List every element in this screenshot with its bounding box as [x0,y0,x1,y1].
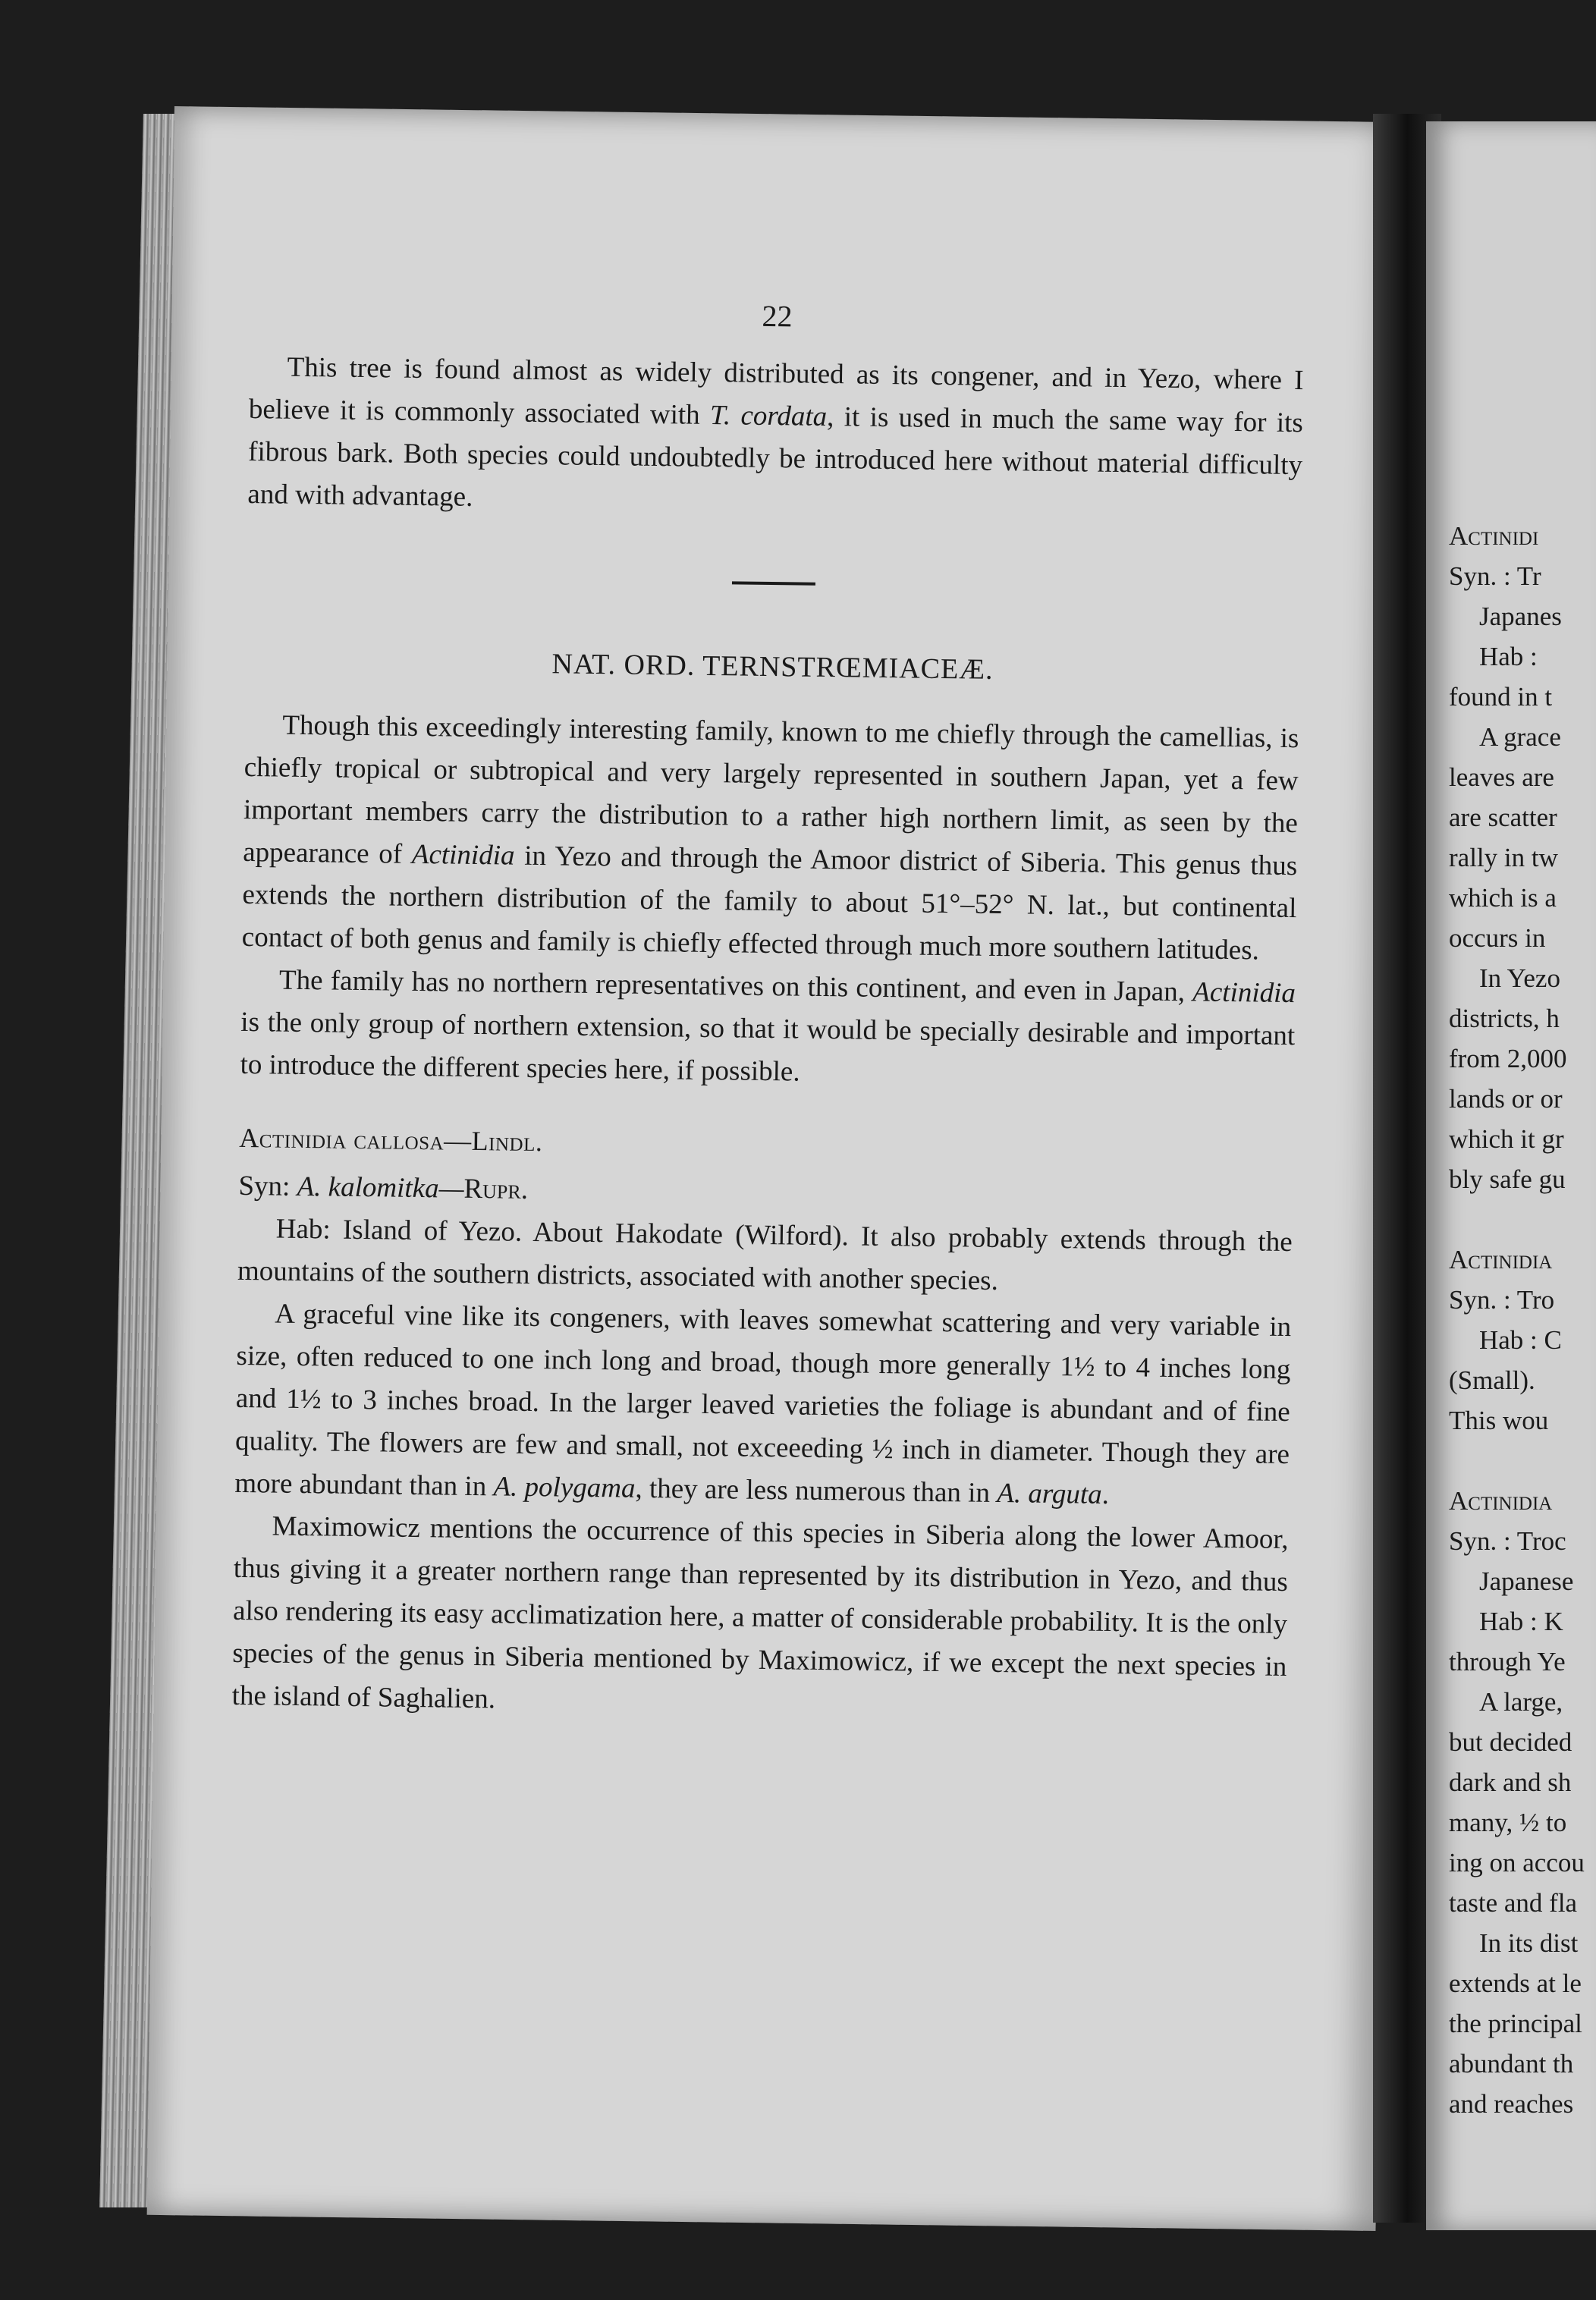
synonym-name: A. kalomitka— [297,1170,464,1205]
habitat-paragraph: Hab: Island of Yezo. About Hakodate (Wilford). It also probably extends through the mountains of the southern districts, associated with another species. [237,1213,1293,1297]
right-page-line [1449,1199,1596,1240]
right-page-line: Hab : C [1479,1325,1562,1355]
intro-paragraph-2: The family has no northern representatives on this continent, and even in Japan, Actinidia is the only group of northern extension, so that it would be specially desirable and important to introduce the different species here, if possible. [240,964,1296,1088]
right-page-line: Actinidia [1449,1486,1553,1516]
right-page-line: Japanese [1479,1566,1574,1596]
right-page-line: Syn. : Troc [1449,1526,1566,1556]
right-page-line [1449,1441,1596,1481]
right-page-line: Actinidia [1449,1245,1553,1274]
right-page-line: taste and fla [1449,1888,1578,1918]
right-page [1426,121,1596,2230]
right-page-line: abundant th [1449,2049,1574,2078]
right-page-line: Hab : K [1479,1607,1563,1636]
right-page-line: A large, [1479,1687,1563,1717]
right-page-line: extends at le [1449,1969,1582,1998]
section-divider [732,581,815,585]
right-page-line: many, ½ to [1449,1808,1567,1837]
right-page-line: Syn. : Tr [1449,561,1541,591]
right-page-line: (Small). [1449,1365,1535,1395]
right-page-line: lands or or [1449,1084,1563,1114]
opening-paragraph: This tree is found almost as widely distributed as its congener, and in Yezo, where I believe it is commonly associated with T. cordata, it is used in much the same way for its fibrous bark. Both species could undoubtedly be introduced here without material difficulty and with advantage. [247,351,1304,513]
right-page-line: from 2,000 [1449,1044,1567,1073]
right-page-line: Japanes [1479,602,1562,631]
right-page-line: rally in tw [1449,843,1558,872]
right-page-line: which is a [1449,883,1557,913]
right-page-line: districts, h [1449,1004,1560,1033]
synonym-author: Rupr. [463,1173,529,1205]
right-page-line: are scatter [1449,803,1557,832]
right-page-line: occurs in [1449,923,1546,953]
right-page-line: but decided [1449,1727,1572,1757]
right-page-line: Actinidi [1449,521,1539,551]
species-heading: Actinidia callosa—Lindl. [239,1122,543,1158]
right-page-line: This wou [1449,1406,1549,1435]
synonym-label: Syn: [238,1170,291,1202]
description-paragraph: A graceful vine like its congeners, with leaves somewhat scattering and very variable in size, often reduced to one inch long and broad, though more generally 1½ to 4 inches long and 1½ to 3 inches broad. In the larger leaved varieties the foliage is abundant and of fine quality. The flowers are few and small, not exceeeding ½ inch in diameter. Though they are more abundant than in A. polygama, they are less numerous than in A. arguta. [234,1298,1292,1510]
right-page-line: the principal [1449,2009,1582,2038]
right-page-line: Hab : [1479,642,1538,671]
intro-paragraph-1: Though this exceedingly interesting family, known to me chiefly through the camellias, is chiefly tropical or subtropical and very largely represented in southern Japan, yet a few important members carry the distribution to a rather high northern limit, as seen by the appearance of Actinidia in Yezo and through the Amoor district of Siberia. This genus thus extends the northern distribution of the family to about 51°–52° N. lat., but continental contact of both genus and family is chiefly effected through much more southern latitudes. [241,709,1299,966]
right-page-line: In Yezo [1479,963,1560,993]
right-page-line: ing on accou [1449,1848,1585,1877]
right-page-line: A grace [1479,722,1561,752]
range-paragraph: Maximowicz mentions the occurrence of this species in Siberia along the lower Amoor, thus giving it a greater northern range than represented by its distribution in Yezo, and thus also rendering its easy acclimatization here, a matter of considerable probability. It is the only species of the genus in Siberia mentioned by Maximowicz, if we except the next species in the island of Saghalien. [231,1510,1289,1715]
right-page-line: Syn. : Tro [1449,1285,1555,1315]
right-page-line: which it gr [1449,1124,1564,1154]
right-page-fragments [1449,516,1596,2124]
page-number: 22 [762,298,793,334]
right-page-line: and reaches [1449,2089,1574,2119]
section-title: NAT. ORD. TERNSTRŒMIACEÆ. [551,648,994,686]
right-page-line: bly safe gu [1449,1164,1566,1194]
right-page-line: dark and sh [1449,1767,1572,1797]
right-page-line: found in t [1449,682,1553,712]
right-page-line: through Ye [1449,1647,1566,1676]
right-page-line: leaves are [1449,762,1554,792]
left-page-content [231,288,1305,1731]
right-page-line: In its dist [1479,1928,1579,1958]
